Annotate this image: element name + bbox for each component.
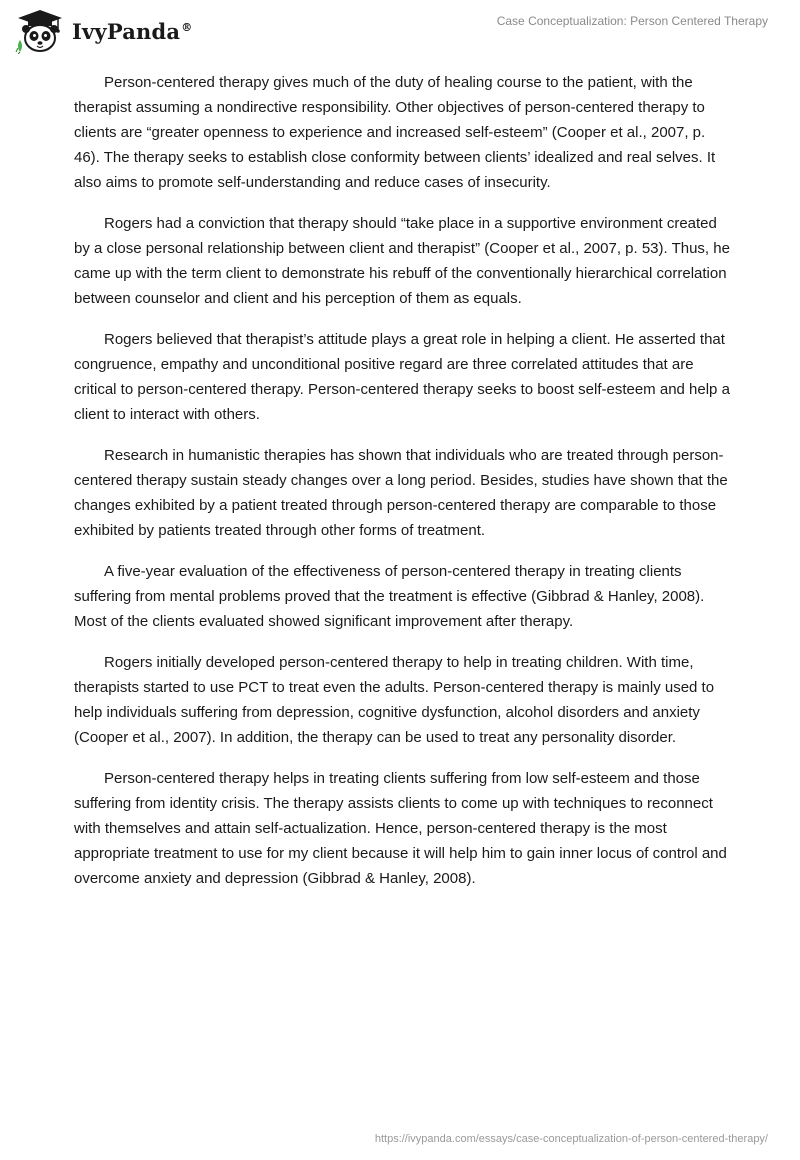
paragraph: Rogers initially developed person-centered therapy to help in treating children. With time, therapists started to use PCT to treat even the adults. Person-centered therapy is mainly used to help individuals suffering from depression, cognitive dysfunction, alcohol disorders and anxiety (Cooper et al., 2007). In addition, the therapy can be used to treat any personality disorder. [74, 654, 715, 746]
logo-wordmark: IvyPanda® [72, 18, 193, 44]
essay-body [74, 70, 734, 907]
paragraph: Person-centered therapy gives much of the duty of healing course to the patient, with the therapist assuming a nondirective responsibility. Other objectives of person-centered therapy to clients are “greater openness to experience and increased self-esteem” (Cooper et al., 2007, p. 46). The therapy seeks to establish close conformity between clients’ idealized and real selves. It also aims to promote self-understanding and reduce cases of insecurity. [74, 74, 716, 191]
document-title: Case Conceptualization: Person Centered Therapy [496, 14, 768, 28]
paragraph: Person-centered therapy helps in treating clients suffering from low self-esteem and those suffering from identity crisis. The therapy assists clients to come up with techniques to reconnect with themselves and attain self-actualization. Hence, person-centered therapy is the most appropriate treatment to use for my client because it will help him to gain inner locus of control and overcome anxiety and depression (Gibbrad & Hanley, 2008). [74, 770, 727, 887]
panda-graduate-icon [14, 8, 66, 54]
source-url[interactable]: https://ivypanda.com/essays/case-conceptualization-of-person-centered-therapy/ [374, 1133, 768, 1145]
paragraph: Rogers had a conviction that therapy should “take place in a supportive environment created by a close personal relationship between client and therapist” (Cooper et al., 2007, p. 53). Thus, he came up with the term client to demonstrate his rebuff of the conventionally hierarchical correlation between counselor and client and his perception of them as equals. [74, 215, 730, 307]
ivypanda-logo[interactable] [14, 8, 192, 54]
paragraph: Rogers believed that therapist’s attitude plays a great role in helping a client. He asserted that congruence, empathy and unconditional positive regard are three correlated attitudes that are critical to person-centered therapy. Person-centered therapy seeks to boost self-esteem and help a client to interact with others. [74, 331, 730, 423]
paragraph: Research in humanistic therapies has shown that individuals who are treated through person-centered therapy sustain steady changes over a long period. Besides, studies have shown that the changes exhibited by a patient treated through person-centered therapy are comparable to those exhibited by patients treated through other forms of treatment. [74, 447, 728, 539]
paragraph: A five-year evaluation of the effectiveness of person-centered therapy in treating clients suffering from mental problems proved that the treatment is effective (Gibbrad & Hanley, 2008). Most of the clients evaluated showed significant improvement after therapy. [74, 563, 705, 630]
page-header [0, 0, 800, 64]
